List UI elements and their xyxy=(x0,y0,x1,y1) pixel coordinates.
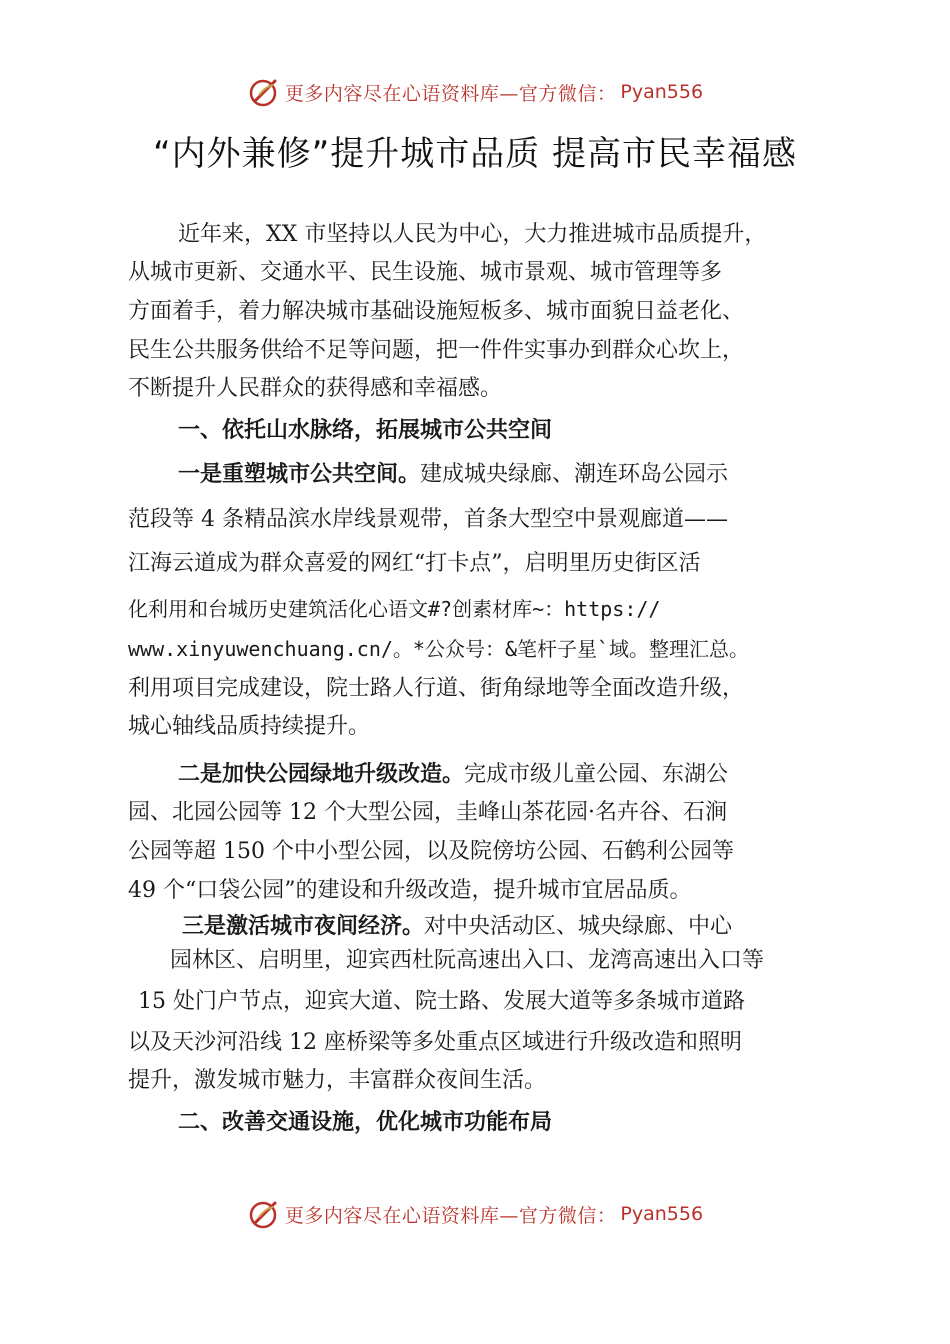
paragraph-first-text: 完成市级儿童公园、东湖公 xyxy=(464,762,729,787)
brush-logo-icon xyxy=(247,1197,281,1231)
intro-line: 民生公共服务供给不足等问题，把一件件实事办到群众心坎上， xyxy=(128,338,745,363)
paragraph-line: 利用项目完成建设，院士路人行道、街角绿地等全面改造升级， xyxy=(128,676,745,701)
paragraph-line: 49 个“口袋公园”的建设和升级改造，提升城市宜居品质。 xyxy=(128,878,692,903)
paragraph-line: 化利用和台城历史建筑活化心语文#?创素材库~：https:// xyxy=(128,597,661,621)
intro-line: 近年来，XX 市坚持以人民为中心，大力推进城市品质提升， xyxy=(178,222,767,247)
paragraph-line: 提升，激发城市魅力，丰富群众夜间生活。 xyxy=(128,1068,547,1093)
brush-logo-icon xyxy=(247,75,281,109)
section-heading-1: 一、依托山水脉络，拓展城市公共空间 xyxy=(178,418,553,443)
paragraph-line: 公园等超 150 个中小型公园，以及院傍坊公园、石鹤利公园等 xyxy=(128,839,734,864)
paragraph-lead: 三是激活城市夜间经济。 xyxy=(182,914,425,939)
banner-wechat-id: Pyan556 xyxy=(620,81,704,103)
banner-text: 更多内容尽在心语资料库—官方微信： xyxy=(284,1204,617,1227)
paragraph-line: www.xinyuwenchuang.cn/。*公众号：&笔杆子星`域。整理汇总。 xyxy=(128,637,750,661)
paragraph-line: 15 处门户节点，迎宾大道、院士路、发展大道等多条城市道路 xyxy=(138,989,745,1014)
paragraph-first-line xyxy=(182,912,732,942)
intro-line: 不断提升人民群众的获得感和幸福感。 xyxy=(128,376,503,401)
paragraph-lead: 二是加快公园绿地升级改造。 xyxy=(178,762,465,787)
paragraph-first-text: 建成城央绿廊、潮连环岛公园示 xyxy=(420,462,729,487)
banner-text: 更多内容尽在心语资料库—官方微信： xyxy=(284,82,617,105)
intro-line: 方面着手，着力解决城市基础设施短板多、城市面貌日益老化、 xyxy=(128,299,745,324)
watermark-banner-bottom xyxy=(0,1194,950,1234)
intro-line: 从城市更新、交通水平、民生设施、城市景观、城市管理等多 xyxy=(128,260,723,285)
banner-wechat-id: Pyan556 xyxy=(620,1203,704,1225)
paragraph-lead: 一是重塑城市公共空间。 xyxy=(178,462,421,487)
paragraph-line: 范段等 4 条精品滨水岸线景观带，首条大型空中景观廊道—— xyxy=(128,507,728,532)
paragraph-first-line xyxy=(178,460,728,490)
section-heading-2: 二、改善交通设施，优化城市功能布局 xyxy=(178,1110,553,1135)
paragraph-line: 园林区、启明里，迎宾西杜阮高速出入口、龙湾高速出入口等 xyxy=(170,948,765,973)
paragraph-line: 江海云道成为群众喜爱的网红“打卡点”，启明里历史街区活 xyxy=(128,551,701,576)
paragraph-first-line xyxy=(178,760,728,790)
paragraph-first-text: 对中央活动区、城央绿廊、中心 xyxy=(424,914,733,939)
document-title: “内外兼修”提升城市品质 提高市民幸福感 xyxy=(152,134,798,174)
paragraph-line: 园、北园公园等 12 个大型公园，圭峰山茶花园·名卉谷、石涧 xyxy=(128,800,727,825)
paragraph-line: 以及天沙河沿线 12 座桥梁等多处重点区域进行升级改造和照明 xyxy=(128,1030,742,1055)
watermark-banner-top xyxy=(0,72,950,112)
paragraph-line: 城心轴线品质持续提升。 xyxy=(128,714,371,739)
